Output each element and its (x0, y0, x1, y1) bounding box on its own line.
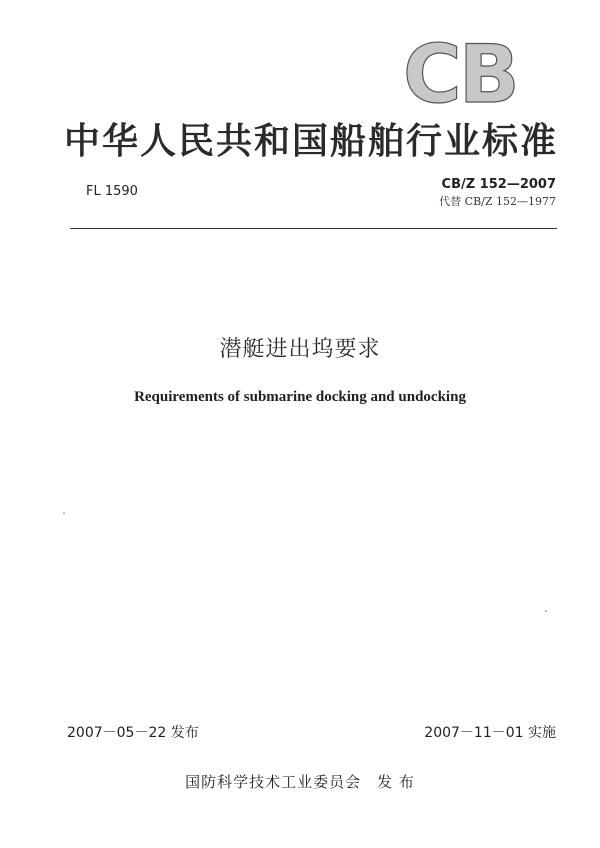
cb-logo-text: CB (403, 36, 517, 106)
document-title-chinese: 潜艇进出坞要求 (219, 337, 381, 362)
standard-code: CB/Z 152—2007 (441, 177, 556, 192)
scan-speck (545, 610, 547, 612)
issuer-name: 国防科学技术工业委员会 (185, 773, 362, 791)
document-title-english: Requirements of submarine docking and undocking (134, 389, 466, 405)
standard-number-block (439, 176, 556, 210)
header-divider (70, 228, 557, 229)
issuing-authority (0, 771, 600, 792)
issuer-action: 发 布 (377, 773, 415, 791)
implementation-date: 2007－11－01 实施 (424, 725, 556, 741)
issue-date: 2007－05－22 发布 (67, 725, 199, 741)
cb-logo (403, 36, 553, 106)
standard-category-title: 中华人民共和国船舶行业标准 (64, 121, 559, 162)
scan-speck (63, 512, 65, 514)
classification-code: FL 1590 (86, 184, 138, 199)
replaced-standard: 代替 CB/Z 152—1977 (439, 195, 556, 208)
